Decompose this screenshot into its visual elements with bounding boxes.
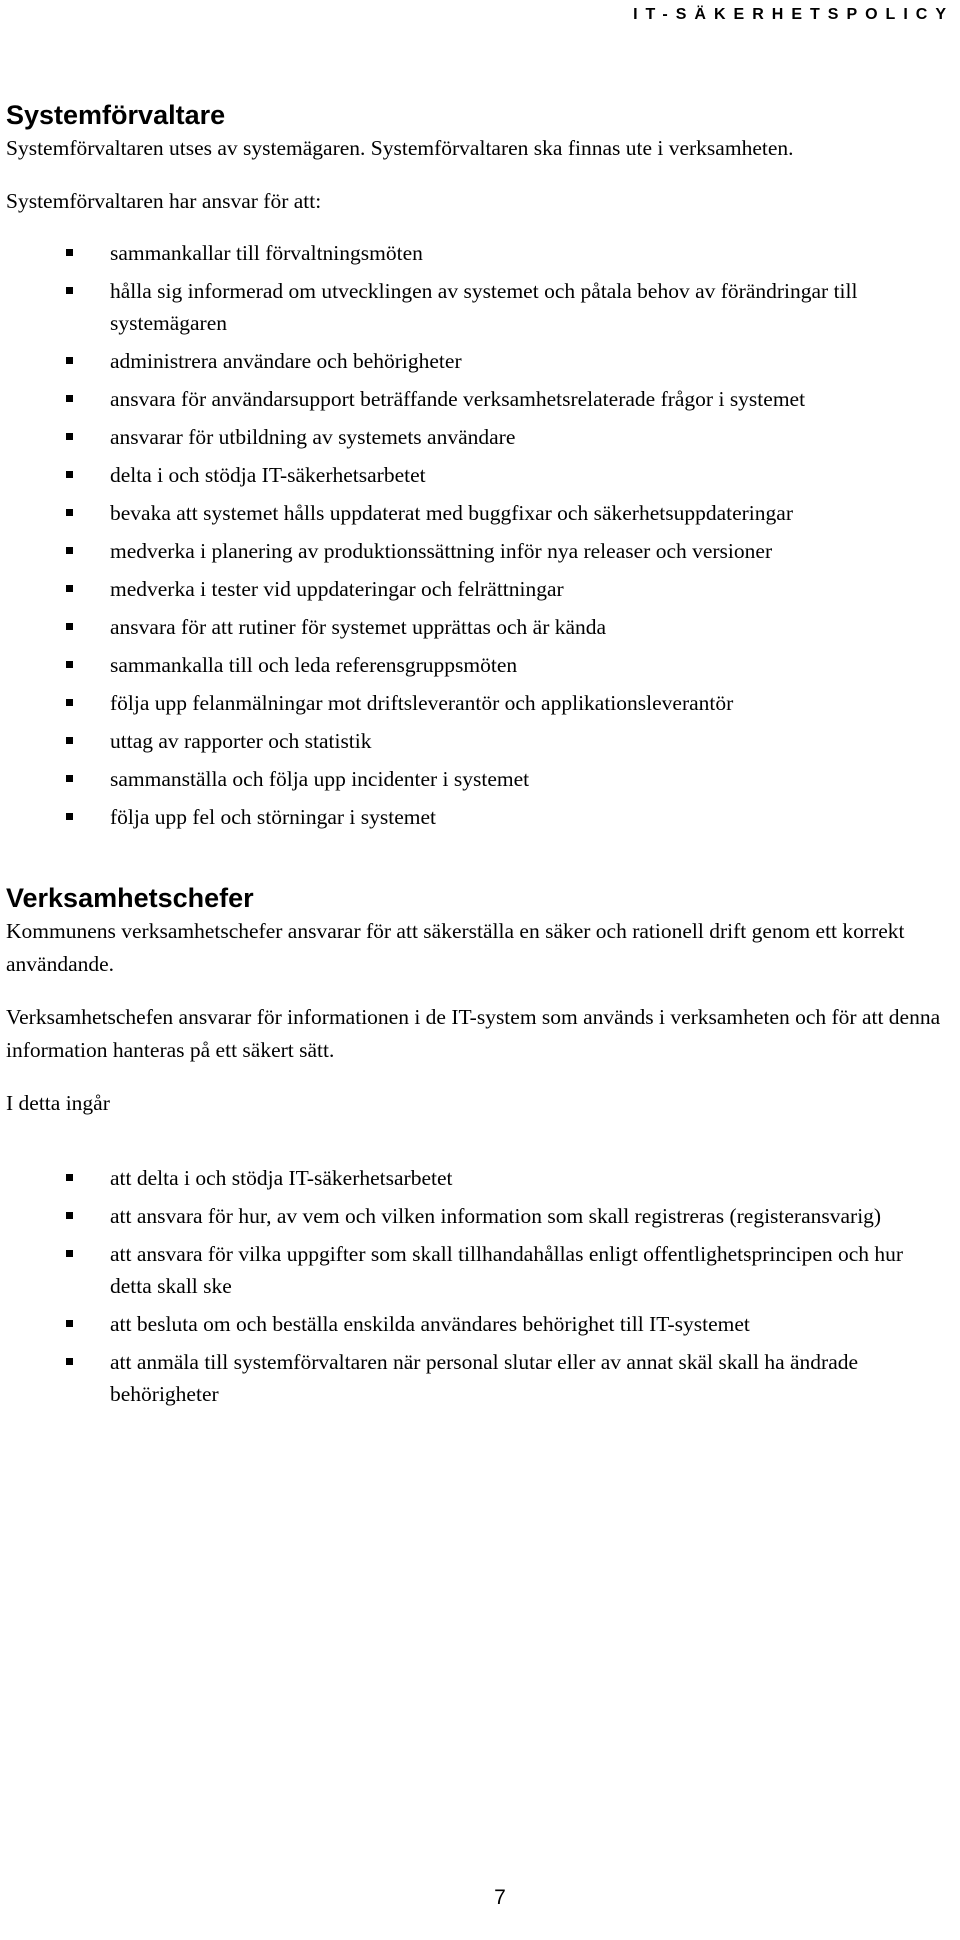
square-bullet-icon — [66, 433, 73, 440]
list-item-text: att delta i och stödja IT-säkerhetsarbetet — [110, 1166, 453, 1190]
list-item-text: bevaka att systemet hålls uppdaterat med buggfixar och säkerhetsuppdateringar — [110, 501, 793, 525]
square-bullet-icon — [66, 661, 73, 668]
list-item-text: sammanställa och följa upp incidenter i systemet — [110, 767, 530, 791]
list-item-text: att ansvara för hur, av vem och vilken information som skall registreras (registeransvarig) — [110, 1204, 882, 1228]
list-item-text: medverka i planering av produktionssättning inför nya releaser och versioner — [110, 539, 773, 563]
square-bullet-icon — [66, 775, 73, 782]
list-item-text: följa upp fel och störningar i systemet — [110, 805, 437, 829]
list-item — [6, 573, 950, 605]
square-bullet-icon — [66, 547, 73, 554]
list-item — [6, 763, 950, 795]
list-item-text: administrera användare och behörigheter — [110, 349, 462, 373]
list-item — [6, 801, 950, 833]
verksamhetschefer-paragraph-2: Verksamhetschefen ansvarar för informationen i de IT-system som används i verksamheten och för att denna information hanteras på ett säkert sätt. — [6, 1005, 941, 1062]
responsibility-lead: Systemförvaltaren har ansvar för att: — [6, 189, 322, 213]
list-item — [6, 1200, 950, 1232]
square-bullet-icon — [66, 1358, 73, 1365]
square-bullet-icon — [66, 1174, 73, 1181]
systemforvaltare-responsibilities-list — [6, 237, 950, 833]
list-item-text: ansvara för att rutiner för systemet upprättas och är kända — [110, 615, 607, 639]
list-item-text: ansvarar för utbildning av systemets användare — [110, 425, 516, 449]
square-bullet-icon — [66, 1320, 73, 1327]
list-item-text: hålla sig informerad om utvecklingen av systemet och påtala behov av förändringar till systemägaren — [110, 279, 858, 335]
list-item — [6, 1238, 950, 1302]
list-item — [6, 535, 950, 567]
document-body — [6, 98, 950, 1416]
list-item-text: ansvara för användarsupport beträffande verksamhetsrelaterade frågor i systemet — [110, 387, 806, 411]
list-item-text: följa upp felanmälningar mot driftsleverantör och applikationsleverantör — [110, 691, 734, 715]
list-item-text: att besluta om och beställa enskilda användares behörighet till IT-systemet — [110, 1312, 750, 1336]
list-item — [6, 687, 950, 719]
square-bullet-icon — [66, 471, 73, 478]
square-bullet-icon — [66, 585, 73, 592]
list-item-text: sammankalla till och leda referensgruppsmöten — [110, 653, 518, 677]
square-bullet-icon — [66, 509, 73, 516]
list-item — [6, 725, 950, 757]
square-bullet-icon — [66, 357, 73, 364]
square-bullet-icon — [66, 623, 73, 630]
list-item — [6, 275, 950, 339]
list-item-text: medverka i tester vid uppdateringar och felrättningar — [110, 577, 564, 601]
list-item — [6, 1346, 950, 1410]
list-item-text: uttag av rapporter och statistik — [110, 729, 372, 753]
square-bullet-icon — [66, 1250, 73, 1257]
verksamhetschefer-responsibilities-list — [6, 1162, 950, 1410]
list-item — [6, 345, 950, 377]
square-bullet-icon — [66, 737, 73, 744]
list-item — [6, 1308, 950, 1340]
list-item-text: sammankallar till förvaltningsmöten — [110, 241, 423, 265]
list-item — [6, 383, 950, 415]
square-bullet-icon — [66, 1212, 73, 1219]
section-heading-systemforvaltare: Systemförvaltare — [6, 100, 226, 130]
list-item — [6, 611, 950, 643]
square-bullet-icon — [66, 287, 73, 294]
page-number: 7 — [494, 1886, 506, 1909]
verksamhetschefer-paragraph-1: Kommunens verksamhetschefer ansvarar för att säkerställa en säker och rationell drift genom ett korrekt användande. — [6, 919, 905, 976]
list-item-text: delta i och stödja IT-säkerhetsarbetet — [110, 463, 426, 487]
list-item-text: att anmäla till systemförvaltaren när personal slutar eller av annat skäl skall ha ändrade behörigheter — [110, 1350, 859, 1406]
list-item — [6, 421, 950, 453]
list-item — [6, 497, 950, 529]
list-item-text: att ansvara för vilka uppgifter som skall tillhandahållas enligt offentlighetsprincipen och hur detta skall ske — [110, 1242, 904, 1298]
square-bullet-icon — [66, 813, 73, 820]
running-header: IT-SÄKERHETSPOLICY — [633, 6, 954, 23]
list-item — [6, 237, 950, 269]
square-bullet-icon — [66, 395, 73, 402]
intro-paragraph: Systemförvaltaren utses av systemägaren. Systemförvaltaren ska finnas ute i verksamheten. — [6, 136, 794, 160]
section-heading-verksamhetschefer: Verksamhetschefer — [6, 883, 254, 913]
included-lead: I detta ingår — [6, 1091, 110, 1115]
square-bullet-icon — [66, 699, 73, 706]
list-item — [6, 1162, 950, 1194]
list-item — [6, 459, 950, 491]
square-bullet-icon — [66, 249, 73, 256]
list-item — [6, 649, 950, 681]
